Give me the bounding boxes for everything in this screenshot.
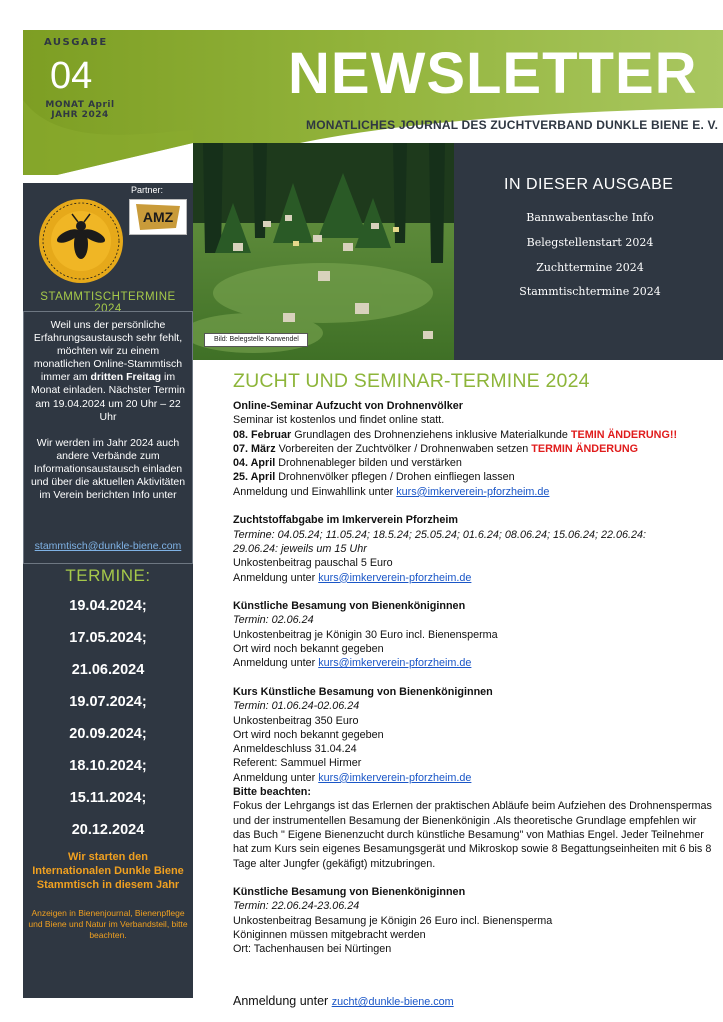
stammtisch-date: 19.07.2024; <box>69 694 147 710</box>
article-line: Unkostenbeitrag pauschal 5 Euro <box>233 557 393 570</box>
article-line: Termin: 01.06.24-02.06.24 <box>233 700 360 713</box>
section-heading: Kurs Künstliche Besamung von Bienenköniginnen <box>233 685 493 698</box>
apiary-photo <box>193 143 454 360</box>
section-heading: Online-Seminar Aufzucht von Drohnenvölker <box>233 400 463 412</box>
seminar-date-row: 25. April Drohnenvölker pflegen / Drohen einfliegen lassen <box>233 471 515 484</box>
section-heading: Künstliche Besamung von Bienenköniginnen <box>233 600 466 613</box>
signup-row: Anmeldung unter kurs@imkerverein-pforzheim.de <box>233 657 472 670</box>
article-title: ZUCHT UND SEMINAR-TERMINE 2024 <box>233 370 590 392</box>
article-line: Königinnen müssen mitgebracht werden <box>233 928 426 941</box>
seminar-date-row: 08. Februar Grundlagen des Drohnenziehens inklusive Materialkunde TEMIN ÄNDERUNG!! <box>233 428 678 441</box>
partner-label: Partner: <box>131 185 164 195</box>
signup-row: Anmeldung unter kurs@imkerverein-pforzheim.de <box>233 771 472 784</box>
final-signup-row: Anmeldung unter zucht@dunkle-biene.com <box>233 994 454 1008</box>
contents-item: Zuchttermine 2024 <box>536 261 644 274</box>
contents-item: Belegstellenstart 2024 <box>526 236 654 249</box>
stammtisch-date: 18.10.2024; <box>69 758 147 774</box>
note-heading: Bitte beachten: <box>233 786 311 799</box>
stammtisch-intro: Weil uns der persönliche Erfahrungsaustausch sehr fehlt, möchten wir zu einem monatlichen Online-Stammtisch immer am dritten Freitag im Monat einladen. Nächster Termin am 19.04.2024 um 20 Uhr – 22 Uhr <box>31 319 185 423</box>
stammtisch-intro2: Wir werden im Jahr 2024 auch andere Verbände zum Informationsaustausch einladen und über die aktuellen Aktivitäten im Verein berichten Info unter <box>30 436 186 502</box>
article-line: Ort wird noch bekannt gegeben <box>233 643 384 656</box>
article-line: 29.06.24: jeweils um 15 Uhr <box>233 542 367 555</box>
signup-email-link[interactable]: kurs@imkerverein-pforzheim.de <box>318 771 472 784</box>
contents-item: Stammtischtermine 2024 <box>519 285 661 298</box>
stammtisch-date: 20.12.2024 <box>71 822 145 838</box>
signup-email-link[interactable]: kurs@imkerverein-pforzheim.de <box>318 657 472 670</box>
contents-item: Bannwabentasche Info <box>526 211 654 224</box>
article-line: Ort wird noch bekannt gegeben <box>233 728 384 741</box>
stammtisch-date: 17.05.2024; <box>69 630 147 646</box>
partner-logo[interactable] <box>129 199 187 235</box>
article-line: Termin: 22.06.24-23.06.24 <box>233 900 360 913</box>
newsletter-title: NEWSLETTER <box>288 41 698 106</box>
contents-title: IN DIESER AUSGABE <box>504 176 674 193</box>
stammtisch-date: 21.06.2024 <box>71 662 145 678</box>
stammtisch-title: STAMMTISCHTERMINE 2024 <box>40 291 176 315</box>
termine-title: TERMINE: <box>65 566 151 585</box>
article-line: Referent: Sammuel Hirmer <box>233 757 362 770</box>
section-heading: Zuchtstoffabgabe im Imkerverein Pforzheim <box>233 514 458 527</box>
issue-month: MONAT April <box>45 100 115 110</box>
article-body <box>233 399 713 957</box>
stammtisch-date: 15.11.2024; <box>69 790 147 806</box>
article-line: Seminar ist kostenlos und findet online statt. <box>233 414 445 427</box>
seminar-date-row: 04. April Drohnenableger bilden und verstärken <box>233 457 462 470</box>
signup-email-link[interactable]: kurs@imkerverein-pforzheim.de <box>318 571 472 584</box>
issue-number: 04 <box>50 55 93 97</box>
stammtisch-date: 19.04.2024; <box>69 598 147 614</box>
section-heading: Künstliche Besamung von Bienenköniginnen <box>233 886 466 899</box>
article-line: Termine: 04.05.24; 11.05.24; 18.5.24; 25.05.24; 01.6.24; 08.06.24; 15.06.24; 22.06.24: <box>233 528 647 541</box>
article-line: Ort: Tachenhausen bei Nürtingen <box>233 943 392 956</box>
article-line: Unkostenbeitrag Besamung je Königin 26 Euro incl. Bienensperma <box>233 914 553 927</box>
article-line: Unkostenbeitrag je Königin 30 Euro incl. Bienensperma <box>233 628 498 641</box>
photo-caption: Bild: Belegstelle Karwendel <box>204 333 308 347</box>
stammtisch-text <box>28 319 188 502</box>
issue-label: AUSGABE <box>44 37 108 48</box>
article-line: Anmeldeschluss 31.04.24 <box>233 743 357 756</box>
article-line: Unkostenbeitrag 350 Euro <box>233 714 359 727</box>
course-note: Fokus der Lehrgangs ist das Erlernen der praktischen Abläufe beim Aufziehen des Drohnenspermas und der instrumentellen Besamung der Bienenkönigin .Als theoretische Grundlage empfehlen wir das Buch " Eigene Bienenzucht durch künstliche Besamung" von Mathias Engel. Jeder Teilnehmer hat zum Kurs sein eigenes Besamungsgerät und Mikroskop sowie 8 Begattungseinheiten mit 6 bis 8 Tage alter Jungfer (gekäfigt) mitzubringen. <box>233 800 712 870</box>
forest-apiary-image <box>193 143 454 360</box>
date-change-alert: TEMIN ÄNDERUNG!! <box>570 428 678 441</box>
signup-row: Anmeldung unter kurs@imkerverein-pforzheim.de <box>233 571 472 584</box>
stammtisch-date: 20.09.2024; <box>69 726 147 742</box>
amz-logo-icon <box>130 200 186 234</box>
seminar-date-row: 07. März Vorbereiten der Zuchtvölker / Drohnenwaben setzen TERMIN ÄNDERUNG <box>233 442 639 455</box>
promo-title: Wir starten den Internationalen Dunkle Biene Stammtisch in diesem Jahr <box>32 851 184 891</box>
promo-note: Anzeigen in Bienenjournal, Bienenpflege und Biene und Natur im Verbandsteil, bitte beachten. <box>28 908 188 940</box>
journal-subtitle: MONATLICHES JOURNAL DES ZUCHTVERBAND DUNKLE BIENE E. V. <box>306 118 719 132</box>
final-email-link[interactable]: zucht@dunkle-biene.com <box>331 996 454 1008</box>
bee-emblem-icon <box>38 198 124 284</box>
date-change-alert: TERMIN ÄNDERUNG <box>531 442 639 455</box>
partner-logo-text: AMZ <box>142 209 174 225</box>
issue-date <box>40 100 120 120</box>
article-line: Termin: 02.06.24 <box>233 614 314 627</box>
signup-row: Anmeldung und Einwahllink unter kurs@imkerverein-pforzheim.de <box>233 485 550 498</box>
issue-year: JAHR 2024 <box>51 110 109 120</box>
stammtisch-email-link[interactable]: stammtisch@dunkle-biene.com <box>34 540 182 552</box>
signup-email-link[interactable]: kurs@imkerverein-pforzheim.de <box>396 485 550 498</box>
